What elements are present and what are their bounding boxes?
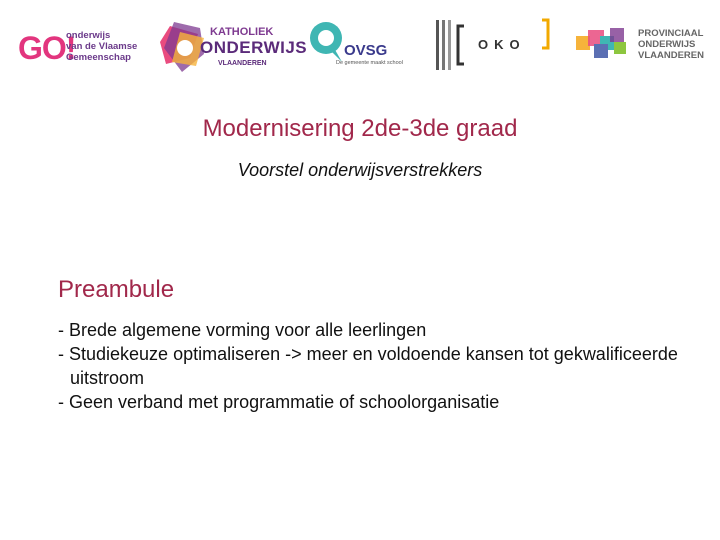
slide-subtitle: Voorstel onderwijsverstrekkers [237, 160, 483, 180]
katholiek-bottom-text: VLAANDEREN [218, 60, 267, 67]
provinciaal-onderwijs-logo [574, 22, 709, 72]
go-logo [18, 26, 158, 70]
go-logo-mark: GO! [18, 30, 76, 66]
katholiek-middle-text: ONDERWIJS [200, 38, 308, 57]
go-logo-text: onderwijs van de Vlaamse Gemeenschap [66, 30, 138, 63]
bullet-item: - Studiekeuze optimaliseren -> meer en voldoende kansen tot gekwalificeerde uitstroom [58, 344, 678, 388]
oko-name: OKO [478, 37, 526, 52]
katholiek-top-text: KATHOLIEK [210, 26, 274, 38]
ovsg-logo [308, 18, 418, 74]
bullet-list [58, 318, 698, 414]
provinciaal-squares-icon [574, 22, 634, 72]
provinciaal-text: PROVINCIAAL ONDERWIJS VLAANDEREN [638, 28, 704, 61]
section-heading: Preambule [58, 276, 175, 303]
bullet-item: - Geen verband met programmatie of schoolorganisatie [58, 392, 500, 412]
oko-logo [434, 16, 554, 76]
katholiek-onderwijs-logo [160, 18, 308, 78]
ovsg-name: OVSG [344, 42, 388, 59]
bullet-item: - Brede algemene vorming voor alle leerlingen [58, 320, 427, 340]
ovsg-tagline: De gemeente maakt school [336, 60, 403, 66]
slide-title: Modernisering 2de-3de graad [202, 115, 518, 142]
